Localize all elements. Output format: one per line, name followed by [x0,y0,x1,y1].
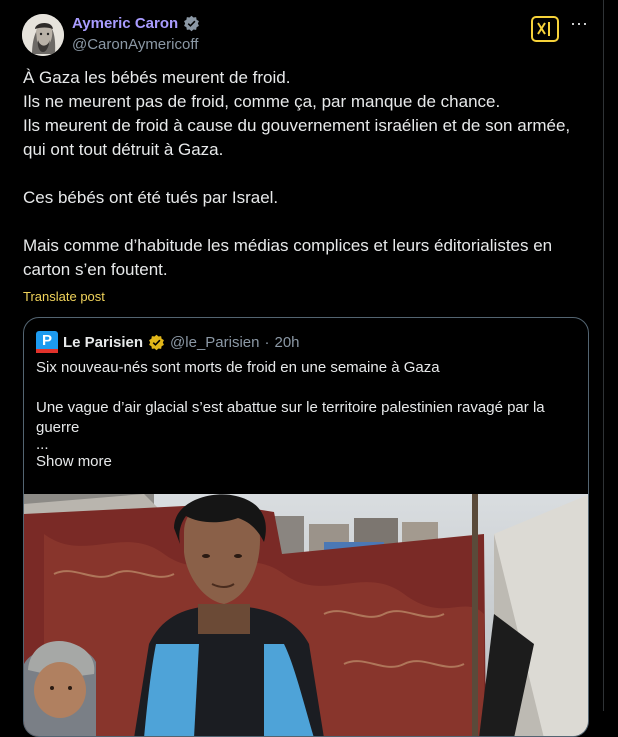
quoted-post-image[interactable] [24,494,589,737]
post-line: Ces bébés ont été tués par Israel. [23,188,279,207]
post-line: Ils meurent de froid à cause du gouvernement israélien et de son armée, qui ont tout détruit à Gaza. [23,116,571,159]
gold-verified-badge-icon [148,334,165,351]
more-icon[interactable]: ··· [570,13,588,33]
quoted-author-handle[interactable]: @le_Parisien [170,333,260,351]
translate-post-link[interactable]: Translate post [23,289,105,304]
quoted-body: Une vague d’air glacial s’est abattue sur le territoire palestinien ravagé par la guerre [36,399,545,436]
quoted-post-header [36,331,300,353]
quoted-time[interactable]: 20h [274,333,300,351]
show-more-link[interactable]: Show more [36,453,112,470]
quoted-post[interactable] [23,317,589,737]
grok-button[interactable] [531,16,559,42]
avatar[interactable] [22,14,64,56]
quoted-post-text [36,358,566,472]
separator: · [264,333,270,351]
author-row [72,15,200,32]
author-handle[interactable]: @CaronAymericoff [72,36,199,53]
verified-badge-icon [183,15,200,32]
quoted-author-name[interactable]: Le Parisien [63,333,144,351]
author-name[interactable]: Aymeric Caron [72,15,179,32]
post-line: À Gaza les bébés meurent de froid. [23,68,291,87]
le-parisien-logo [36,331,58,353]
quoted-headline: Six nouveau-nés sont morts de froid en une semaine à Gaza [36,359,440,376]
quoted-ellipsis: ... [36,436,49,453]
post-line: Ils ne meurent pas de froid, comme ça, par manque de chance. [23,92,501,111]
post-line: Mais comme d’habitude les médias complices et leurs éditorialistes en carton s’en foutent. [23,236,553,279]
logo-letter: P [41,331,52,349]
grok-icon [536,21,554,37]
post-text [23,66,593,282]
